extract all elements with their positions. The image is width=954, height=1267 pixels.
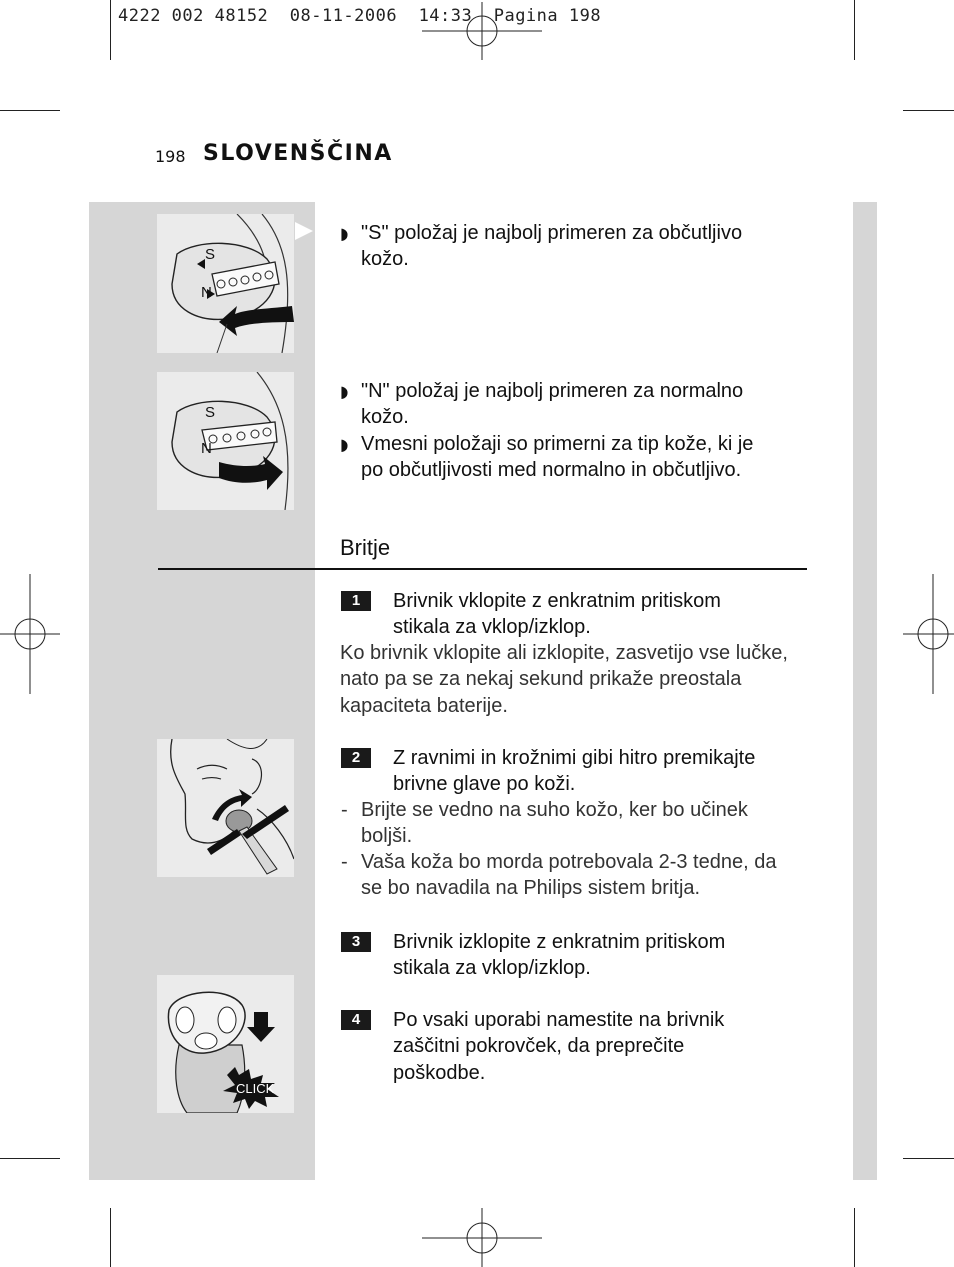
bullet-marker: ◗ [340, 382, 349, 401]
step-2-tip-weeks: Vaša koža bo morda potrebovala 2-3 tedne, da se bo navadila na Philips sistem britja. [361, 851, 777, 900]
tip-dash: - [341, 851, 348, 873]
illustration-pointer [295, 222, 313, 240]
step-number-1: 1 [341, 591, 371, 611]
print-header: 4222 002 48152 08-11-2006 14:33 Pagina 198 [118, 6, 602, 26]
click-label: CLICK [236, 1081, 275, 1096]
bullet-intermediate: Vmesni položaji so primerni za tip kože, ki je po občutljivosti med normalno in občutljivo. [361, 433, 754, 482]
step-number-2: 2 [341, 748, 371, 768]
registration-mark-right [903, 574, 954, 694]
step-4-text: Po vsaki uporabi namestite na brivnik zaščitni pokrovček, da preprečite poškodbe. [393, 1009, 725, 1084]
step-number-3: 3 [341, 932, 371, 952]
registration-mark-bottom [422, 1208, 542, 1267]
shaving-illustration [157, 739, 294, 877]
dial-s-illustration [157, 214, 294, 353]
step-2-text: Z ravnimi in krožnimi gibi hitro premikajte brivne glave po koži. [393, 747, 756, 796]
bullet-marker: ◗ [340, 224, 349, 243]
page-number: 198 [155, 147, 186, 166]
step-1-note: Ko brivnik vklopite ali izklopite, zasvetijo vse lučke, nato pa se za nekaj sekund prikaže preostala kapaciteta baterije. [340, 642, 788, 717]
registration-mark-left [0, 574, 60, 694]
shaver-dial-icon [157, 214, 294, 353]
section-title: Britje [340, 535, 391, 560]
dial-label-n: N [201, 440, 212, 457]
section-divider [158, 568, 807, 570]
bullet-sensitive-skin: "S" položaj je najbolj primeren za občutljivo kožo. [361, 222, 743, 271]
registration-mark-top [422, 2, 542, 62]
man-shaving-icon [157, 739, 294, 877]
dial-n-illustration [157, 372, 294, 510]
cap-click-illustration [157, 975, 294, 1113]
page-edge-tab [853, 202, 877, 1180]
dial-label-s: S [205, 246, 216, 263]
step-2-tip-dry: Brijte se vedno na suho kožo, ker bo učinek boljši. [361, 799, 748, 848]
tip-dash: - [341, 799, 348, 821]
step-1-text: Brivnik vklopite z enkratnim pritiskom stikala za vklop/izklop. [393, 590, 721, 639]
bullet-normal-skin: "N" položaj je najbolj primeren za normalno kožo. [361, 380, 744, 429]
dial-label-n: N [201, 284, 212, 301]
step-number-4: 4 [341, 1010, 371, 1030]
shaver-dial-icon [157, 372, 294, 510]
dial-label-s: S [205, 404, 216, 421]
bullet-marker: ◗ [340, 435, 349, 454]
step-3-text: Brivnik izklopite z enkratnim pritiskom stikala za vklop/izklop. [393, 931, 726, 980]
page-language-heading: SLOVENŠČINA [203, 141, 393, 166]
